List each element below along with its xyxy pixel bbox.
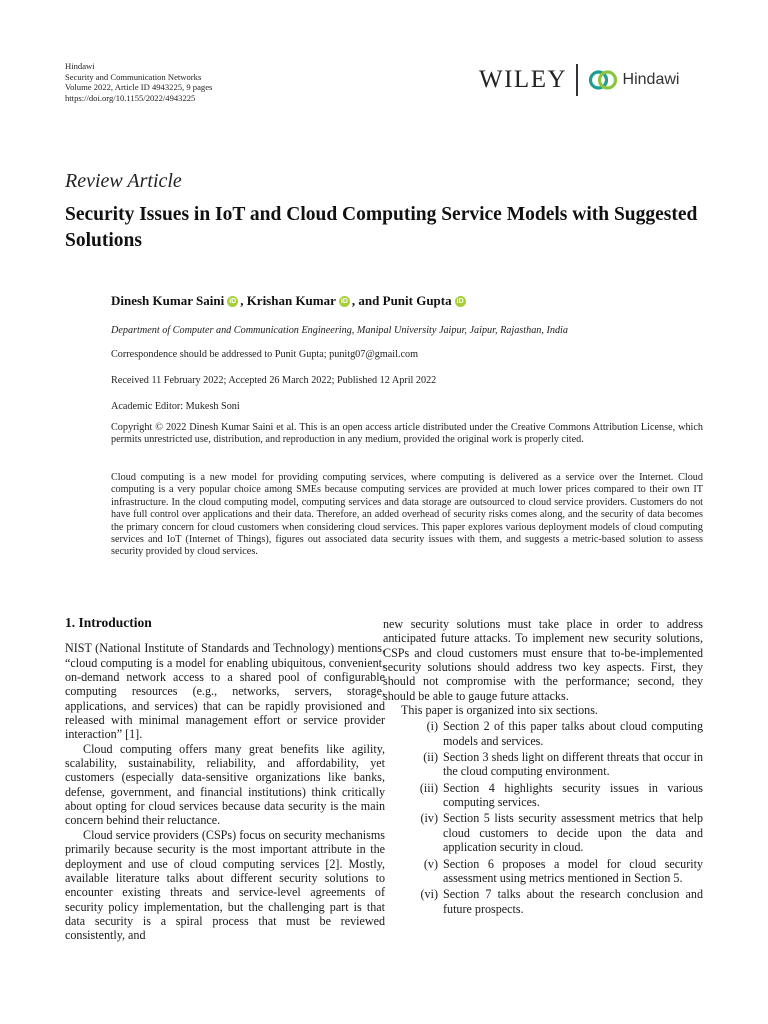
orcid-icon[interactable]: iD xyxy=(229,297,237,305)
hindawi-wordmark: Hindawi xyxy=(622,71,680,88)
article-title: Security Issues in IoT and Cloud Computing Service Models with Suggested Solutions xyxy=(65,204,698,251)
publisher-name: Hindawi xyxy=(65,61,95,71)
orcid-icon[interactable]: iD xyxy=(456,297,464,305)
copyright-notice: Copyright © 2022 Dinesh Kumar Saini et al. This is an open access article distributed under the Creative Commons Attribution License, which permits unrestricted use, distribution, and reproduction in any medium, provided the original work is properly cited. xyxy=(111,422,703,446)
affiliation: Department of Computer and Communication Engineering, Manipal University Jaipur, Jaipur, Rajasthan, India xyxy=(111,325,568,336)
list-item xyxy=(383,750,703,779)
author-name: Punit Gupta xyxy=(382,293,452,308)
list-item xyxy=(383,781,703,810)
article-type: Review Article xyxy=(65,170,182,192)
body-paragraph: This paper is organized into six sections. xyxy=(401,703,598,718)
list-text: Section 5 lists security assessment metrics that help cloud customers to decide upon the data and application security in cloud. xyxy=(443,811,703,855)
sections-list xyxy=(383,719,703,915)
list-item xyxy=(383,811,703,854)
wiley-logo: WILEY xyxy=(479,66,568,93)
journal-meta xyxy=(65,61,212,103)
academic-editor: Academic Editor: Mukesh Soni xyxy=(111,401,240,412)
right-column xyxy=(383,617,703,918)
hindawi-logo-icon xyxy=(588,69,618,91)
list-number: (iii) xyxy=(419,780,438,795)
list-text: Section 7 talks about the research conclusion and future prospects. xyxy=(443,887,703,916)
list-number: (vi) xyxy=(420,887,438,902)
publisher-brand xyxy=(479,63,679,97)
left-column xyxy=(65,616,385,943)
author-separator: , and xyxy=(351,293,383,308)
list-item xyxy=(383,857,703,886)
doi-link[interactable]: https://doi.org/10.1155/2022/4943225 xyxy=(65,92,196,103)
publication-dates: Received 11 February 2022; Accepted 26 March 2022; Published 12 April 2022 xyxy=(111,375,437,386)
list-number: (ii) xyxy=(423,750,438,765)
list-number: (iv) xyxy=(420,811,438,826)
body-paragraph: NIST (National Institute of Standards and Technology) mentions, “cloud computing is a model for enabling ubiquitous, convenient, on-demand network access to a shared pool of configurable computing resources (e.g., networks, servers, storage, applications, and services) that can be rapidly provisioned and released with minimal management effort or service provider interaction” [1]. xyxy=(65,641,385,742)
section-heading: 1. Introduction xyxy=(65,615,152,630)
list-text: Section 2 of this paper talks about cloud computing models and services. xyxy=(443,719,703,748)
author-name: Krishan Kumar xyxy=(246,293,336,308)
correspondence: Correspondence should be addressed to Punit Gupta; punitg07@gmail.com xyxy=(111,349,419,360)
orcid-icon[interactable]: iD xyxy=(340,297,348,305)
journal-name: Security and Communication Networks xyxy=(65,71,202,82)
list-text: Section 4 highlights security issues in various computing services. xyxy=(443,780,703,810)
list-item xyxy=(383,719,703,748)
body-paragraph: new security solutions must take place in order to address anticipated future attacks. To implement new security solutions, CSPs and cloud customers must ensure that to-be-implemented security solutions should address two key aspects. First, they should not compromise with the performance; second, they should be able to gauge future attacks. xyxy=(383,617,703,703)
list-text: Section 6 proposes a model for cloud security assessment using metrics mentioned in Section 5. xyxy=(443,856,703,885)
author-list xyxy=(111,293,468,309)
body-paragraph: Cloud computing offers many great benefits like agility, scalability, sustainability, reliability, and affordability, yet customers (especially data-sensitive organizations like banks, defense, government, and financial institutions) think critically about opting for cloud services because data security is the main concern behind their reluctance. xyxy=(65,741,385,828)
list-item xyxy=(383,887,703,916)
author-separator: , xyxy=(240,293,247,308)
body-paragraph: Cloud service providers (CSPs) focus on security mechanisms primarily because security is the most important attribute in the deployment and use of cloud computing services [2]. Mostly, available literature talks about different security solutions to encounter existing threats and service-level agreements of security policy implementation, but the challenging part is that data security is a spiral process that must be reviewed consistently, and xyxy=(65,827,385,943)
list-number: (i) xyxy=(426,719,438,734)
list-number: (v) xyxy=(423,856,438,871)
volume-info: Volume 2022, Article ID 4943225, 9 pages xyxy=(65,82,213,92)
brand-divider xyxy=(576,64,578,96)
author-name: Dinesh Kumar Saini xyxy=(111,293,225,308)
abstract: Cloud computing is a new model for providing computing services, where computing is delivered as a service over the Internet. Cloud computing is a very popular choice among SMEs because computing services are provided at much lower prices compared to their own IT infrastructure. In the cloud computing model, computing services and data storage are outsourced to cloud service providers. Customers do not have full control over applications and their data. Therefore, an added overhead of security risks comes along, and the security of data becomes the primary concern for cloud customers when considering cloud services. This paper explores various deployment models of cloud computing services and IoT (Internet of Things), figures out associated data security issues with them, and suggests a metric-based solution to assess security provided by cloud services. xyxy=(111,472,703,558)
list-text: Section 3 sheds light on different threats that occur in the cloud computing environment. xyxy=(443,750,703,779)
